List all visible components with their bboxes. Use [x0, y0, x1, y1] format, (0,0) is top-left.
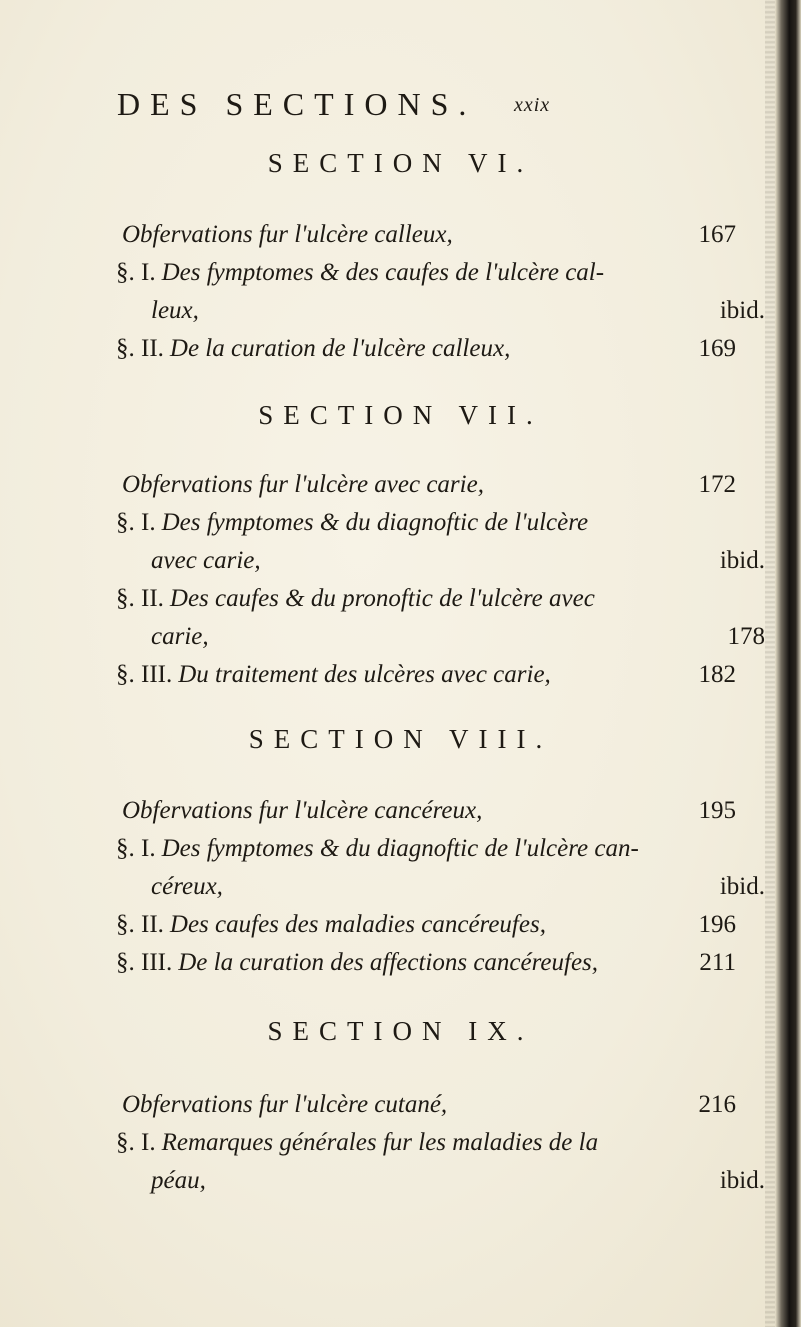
entry-text: leux,	[151, 297, 199, 324]
entry-text: Des fymptomes & du diagnoftic de l'ulcère can-	[161, 835, 639, 862]
running-header	[0, 86, 801, 126]
entry-page: 167	[698, 221, 736, 248]
page-folio: xxix	[514, 94, 551, 116]
entry-number: §. I.	[116, 509, 156, 536]
toc-entry-continuation	[116, 542, 765, 580]
section-heading: SECTION VII.	[258, 400, 543, 430]
toc-entry	[116, 580, 736, 618]
entry-text: Obfervations fur l'ulcère avec carie,	[122, 471, 484, 498]
toc-entry	[116, 216, 736, 254]
entry-text: De la curation des affections cancéreufes,	[178, 949, 599, 976]
entry-text: Obfervations fur l'ulcère cancéreux,	[122, 797, 483, 824]
page-edge-shadow	[765, 0, 775, 1327]
entry-page: 216	[698, 1091, 736, 1118]
toc-entry	[116, 944, 736, 982]
toc-entry	[116, 906, 736, 944]
entry-text: céreux,	[151, 873, 223, 900]
entry-text: carie,	[151, 623, 209, 650]
entry-page: 182	[698, 661, 736, 688]
entry-page: ibid.	[719, 873, 765, 900]
toc-entry	[116, 466, 736, 504]
toc-entry-continuation	[116, 1162, 765, 1200]
entry-text: Obfervations fur l'ulcère calleux,	[122, 221, 453, 248]
running-title: DES SECTIONS.	[117, 86, 477, 122]
toc-entry-continuation	[116, 292, 765, 330]
toc-entry	[116, 254, 736, 292]
entry-page: 169	[698, 335, 736, 362]
entry-page: 195	[698, 797, 736, 824]
entry-text: Obfervations fur l'ulcère cutané,	[122, 1091, 448, 1118]
entry-text: Des fymptomes & des caufes de l'ulcère cal-	[161, 259, 605, 286]
toc-entry	[116, 330, 736, 368]
entry-number: §. I.	[116, 259, 156, 286]
entry-number: §. II.	[116, 911, 164, 938]
entry-page: ibid.	[719, 1167, 765, 1194]
entry-text: péau,	[151, 1167, 206, 1194]
toc-entry	[116, 656, 736, 694]
section-heading: SECTION VI.	[267, 148, 534, 178]
entry-number: §. I.	[116, 835, 156, 862]
section-heading: SECTION IX.	[267, 1016, 534, 1046]
entry-page: 196	[698, 911, 736, 938]
entry-number: §. III.	[116, 661, 173, 688]
entry-text: Des fymptomes & du diagnoftic de l'ulcère	[161, 509, 589, 536]
toc-entry	[116, 504, 736, 542]
entry-number: §. II.	[116, 335, 164, 362]
toc-entry	[116, 792, 736, 830]
toc-entry-continuation	[116, 618, 765, 656]
entry-page: 178	[727, 623, 765, 650]
entry-page: ibid.	[719, 547, 765, 574]
entry-page: ibid.	[719, 297, 765, 324]
toc-entry	[116, 1086, 736, 1124]
entry-number: §. III.	[116, 949, 173, 976]
entry-text: Des caufes & du pronoftic de l'ulcère avec	[169, 585, 595, 612]
entry-number: §. II.	[116, 585, 164, 612]
book-spine-edge	[775, 0, 801, 1327]
entry-text: Des caufes des maladies cancéreufes,	[169, 911, 546, 938]
toc-entry	[116, 830, 736, 868]
entry-page: 211	[699, 949, 736, 976]
toc-entry	[116, 1124, 736, 1162]
entry-text: Remarques générales fur les maladies de la	[161, 1129, 599, 1156]
entry-text: Du traitement des ulcères avec carie,	[178, 661, 551, 688]
toc-entry-continuation	[116, 868, 765, 906]
entry-text: De la curation de l'ulcère calleux,	[169, 335, 511, 362]
entry-number: §. I.	[116, 1129, 156, 1156]
entry-text: avec carie,	[151, 547, 261, 574]
entry-page: 172	[698, 471, 736, 498]
section-heading: SECTION VIII.	[248, 724, 553, 754]
